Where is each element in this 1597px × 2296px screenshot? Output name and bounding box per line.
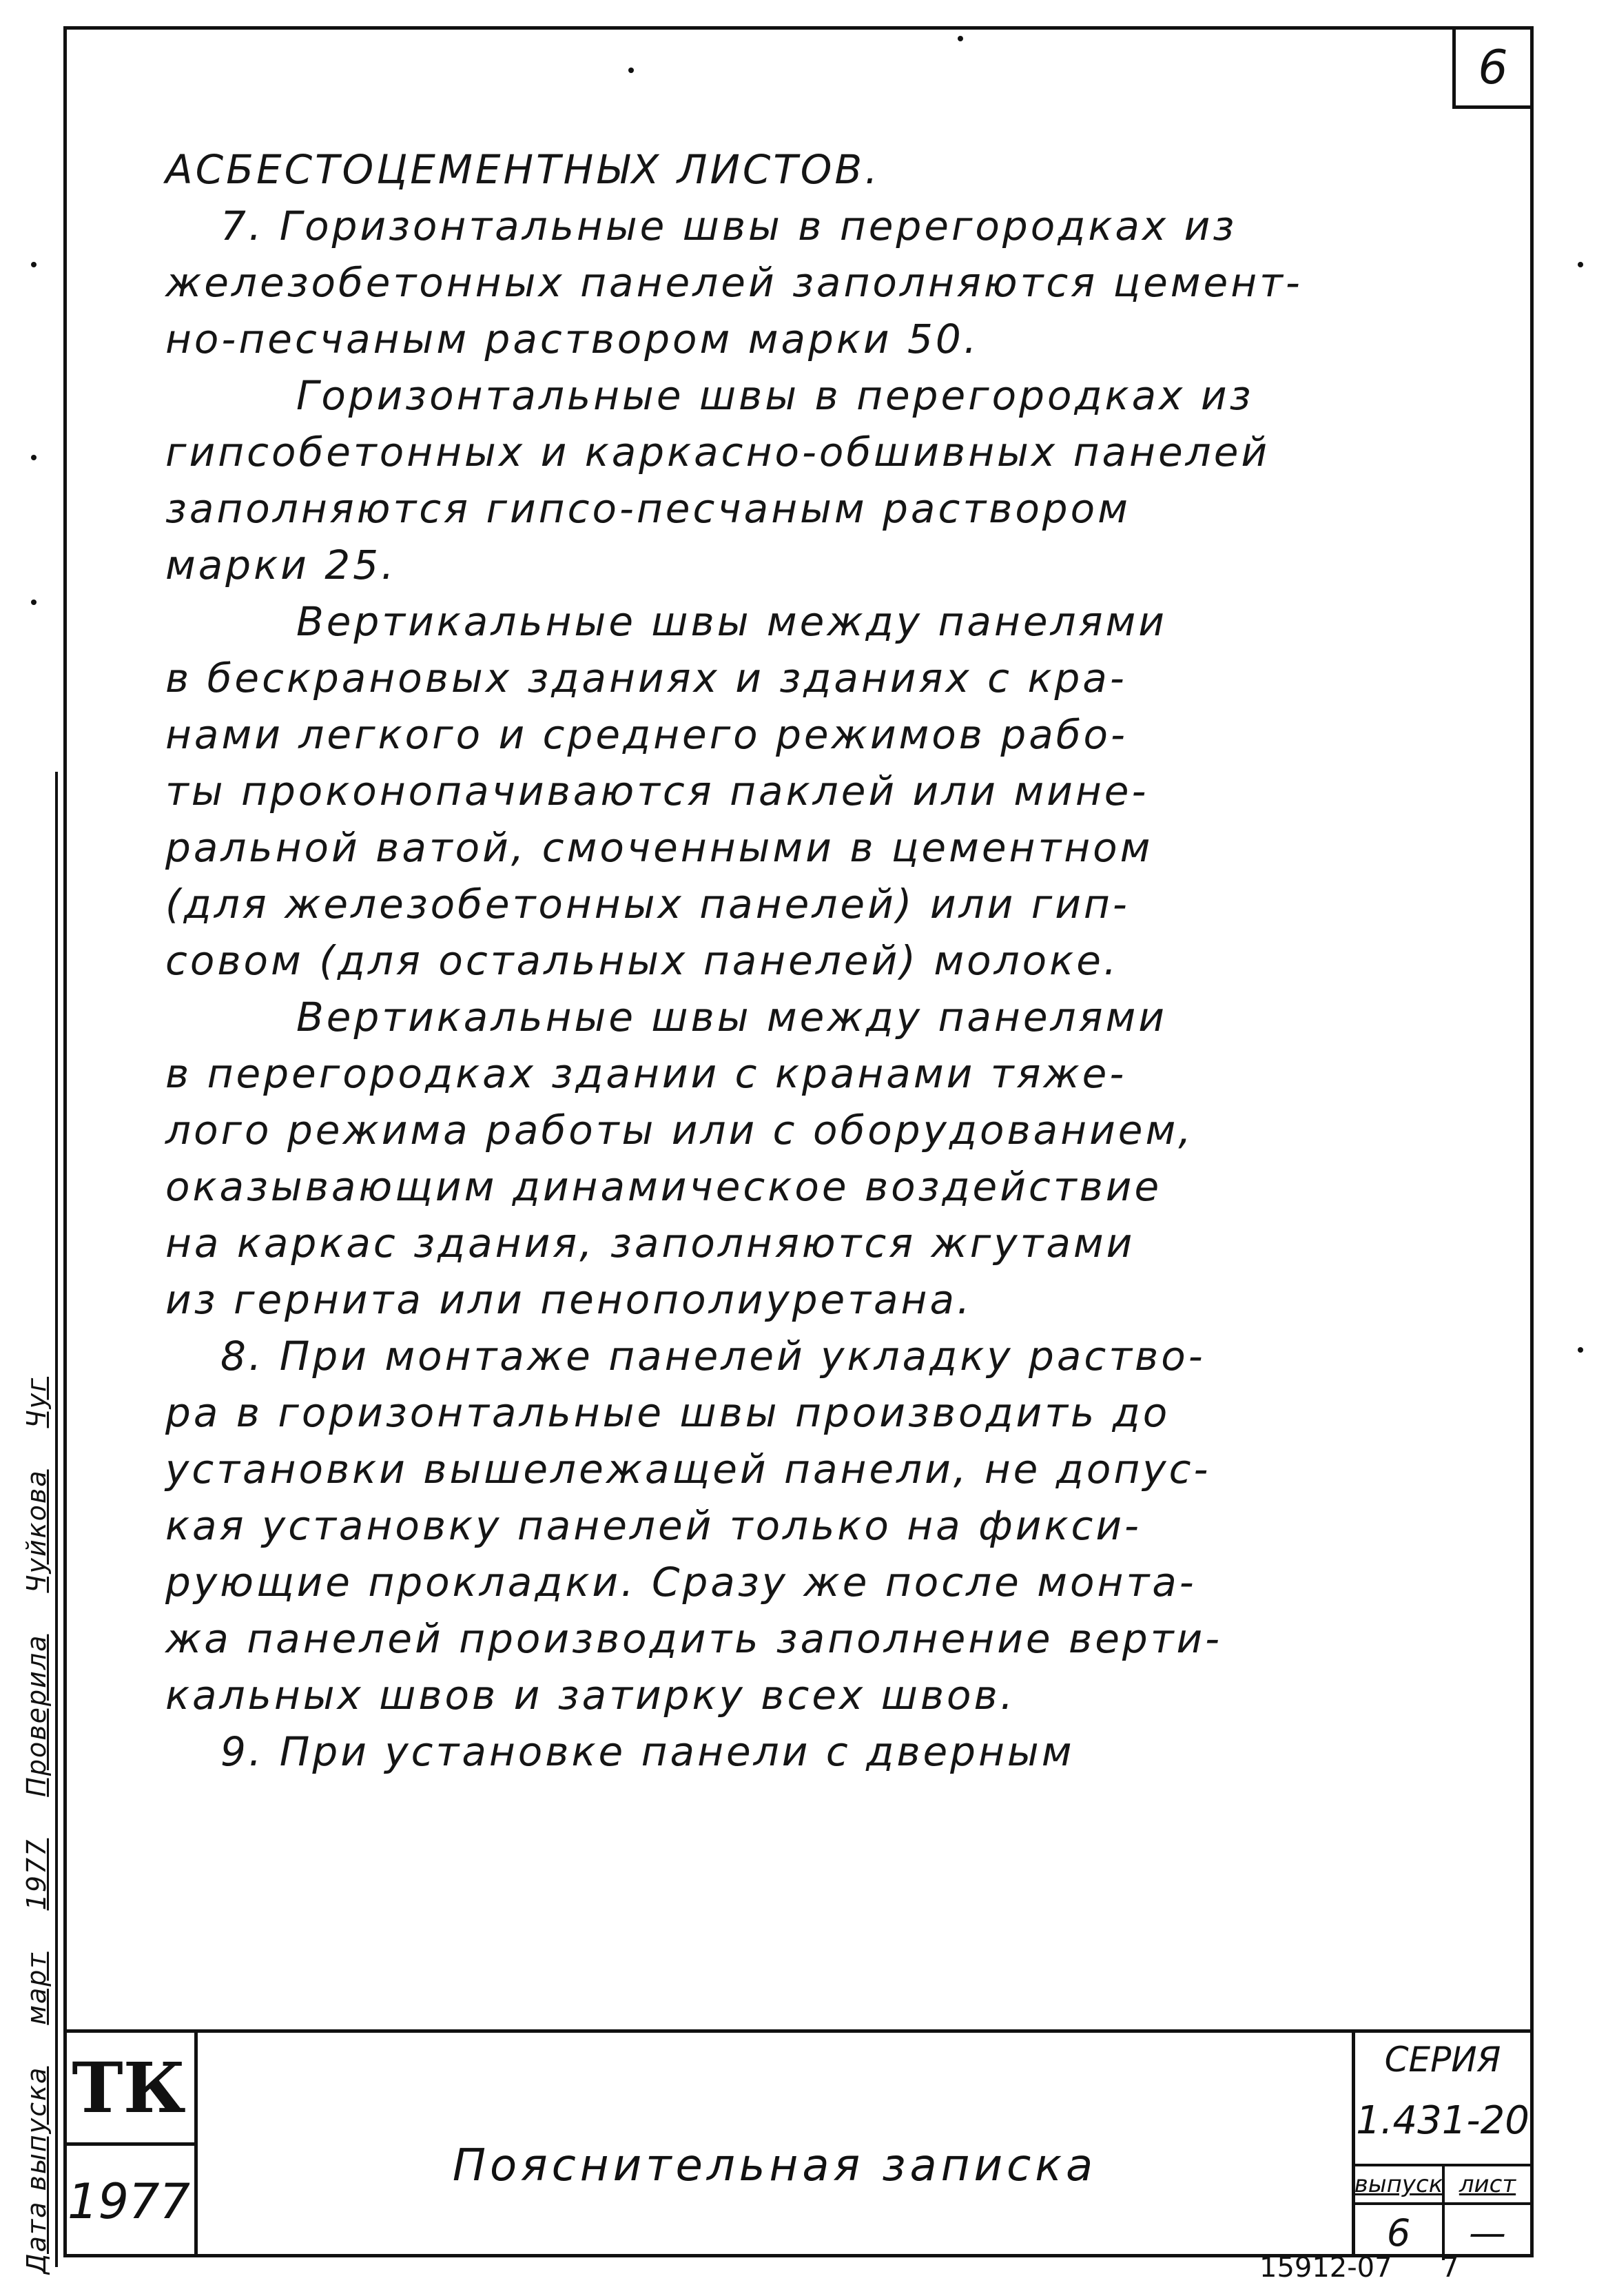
text-line: кая установку панелей только на фикси- bbox=[165, 1502, 1142, 1549]
text-line: из гернита или пенополиуретана. bbox=[165, 1276, 973, 1323]
text-line: марки 25. bbox=[165, 542, 397, 588]
text-line: АСБЕСТОЦЕМЕНТНЫХ ЛИСТОВ. bbox=[165, 146, 880, 193]
title-block-series bbox=[1355, 2033, 1530, 2257]
title-block bbox=[63, 2029, 1534, 2257]
text-line: рующие прокладки. Сразу же после монта- bbox=[165, 1559, 1197, 1606]
document-title: Пояснительная записка bbox=[198, 2033, 1355, 2257]
text-line: на каркас здания, заполняются жгутами bbox=[165, 1220, 1135, 1267]
text-line: (для железобетонных панелей) или гип- bbox=[165, 881, 1130, 927]
margin-stamp-name: Чуйкова bbox=[21, 1469, 52, 1593]
sheet-value: — bbox=[1445, 2202, 1530, 2260]
scan-speck bbox=[1578, 262, 1583, 267]
scan-speck bbox=[628, 68, 634, 73]
explanatory-note-text bbox=[165, 141, 1488, 1780]
text-line: Вертикальные швы между панелями bbox=[296, 598, 1167, 645]
text-line: в бескрановых зданиях и зданиях с кра- bbox=[165, 655, 1127, 701]
text-line: железобетонных панелей заполняются цемент- bbox=[165, 259, 1303, 306]
sheet-header: лист bbox=[1459, 2171, 1516, 2198]
organization-logo: ТК bbox=[63, 2033, 198, 2146]
text-line: в перегородках здании с кранами тяже- bbox=[165, 1050, 1127, 1097]
text-line: жа панелей производить заполнение верти- bbox=[165, 1615, 1223, 1662]
scan-speck bbox=[958, 36, 963, 41]
text-line: ра в горизонтальные швы производить до bbox=[165, 1389, 1171, 1436]
margin-stamp-checked-label: Проверила bbox=[21, 1634, 52, 1797]
sheet-number: 6 bbox=[1452, 26, 1534, 109]
text-line: Вертикальные швы между панелями bbox=[296, 994, 1167, 1041]
margin-stamp-month: март bbox=[21, 1951, 52, 2025]
issue-value: 6 bbox=[1355, 2202, 1445, 2260]
text-line: 7. Горизонтальные швы в перегородках из bbox=[220, 203, 1237, 249]
text-line: ты проконопачиваются паклей или мине- bbox=[165, 768, 1149, 814]
text-line: совом (для остальных панелей) молоке. bbox=[165, 937, 1120, 984]
text-line: нами легкого и среднего режимов рабо- bbox=[165, 711, 1128, 758]
series-code: 1.431-20 bbox=[1356, 2098, 1529, 2143]
margin-stamp-signature: Чуг bbox=[21, 1376, 52, 1428]
margin-stamp bbox=[12, 896, 61, 2274]
footer-page-number: 7 bbox=[1441, 2252, 1459, 2284]
issue-sheet-grid bbox=[1355, 2164, 1530, 2257]
text-line: кальных швов и затирку всех швов. bbox=[165, 1672, 1016, 1719]
text-line: ральной ватой, смоченными в цементном bbox=[165, 824, 1153, 871]
scan-speck bbox=[31, 455, 37, 460]
text-line: Горизонтальные швы в перегородках из bbox=[296, 372, 1254, 419]
text-line: но-песчаным раствором марки 50. bbox=[165, 316, 980, 362]
title-block-year: 1977 bbox=[63, 2146, 198, 2257]
text-line: 9. При установке панели с дверным bbox=[220, 1728, 1075, 1775]
series-label: СЕРИЯ bbox=[1384, 2040, 1501, 2080]
text-line: гипсобетонных и каркасно-обшивных панелей bbox=[165, 429, 1270, 475]
issue-header: выпуск bbox=[1355, 2166, 1445, 2202]
text-line: заполняются гипсо-песчаным раствором bbox=[165, 485, 1131, 532]
text-line: установки вышележащей панели, не допус- bbox=[165, 1446, 1211, 1493]
scan-speck bbox=[31, 262, 37, 267]
text-line: оказывающим динамическое воздействие bbox=[165, 1163, 1162, 1210]
margin-stamp-year: 1977 bbox=[21, 1838, 52, 1911]
scan-speck bbox=[1578, 1347, 1583, 1353]
footer-code: 15912-07 bbox=[1259, 2252, 1392, 2284]
scan-speck bbox=[31, 599, 37, 605]
text-line: лого режима работы или с оборудованием, bbox=[165, 1107, 1194, 1154]
text-line: 8. При монтаже панелей укладку раство- bbox=[220, 1333, 1206, 1380]
margin-stamp-date-label: Дата выпуска bbox=[21, 2066, 52, 2274]
